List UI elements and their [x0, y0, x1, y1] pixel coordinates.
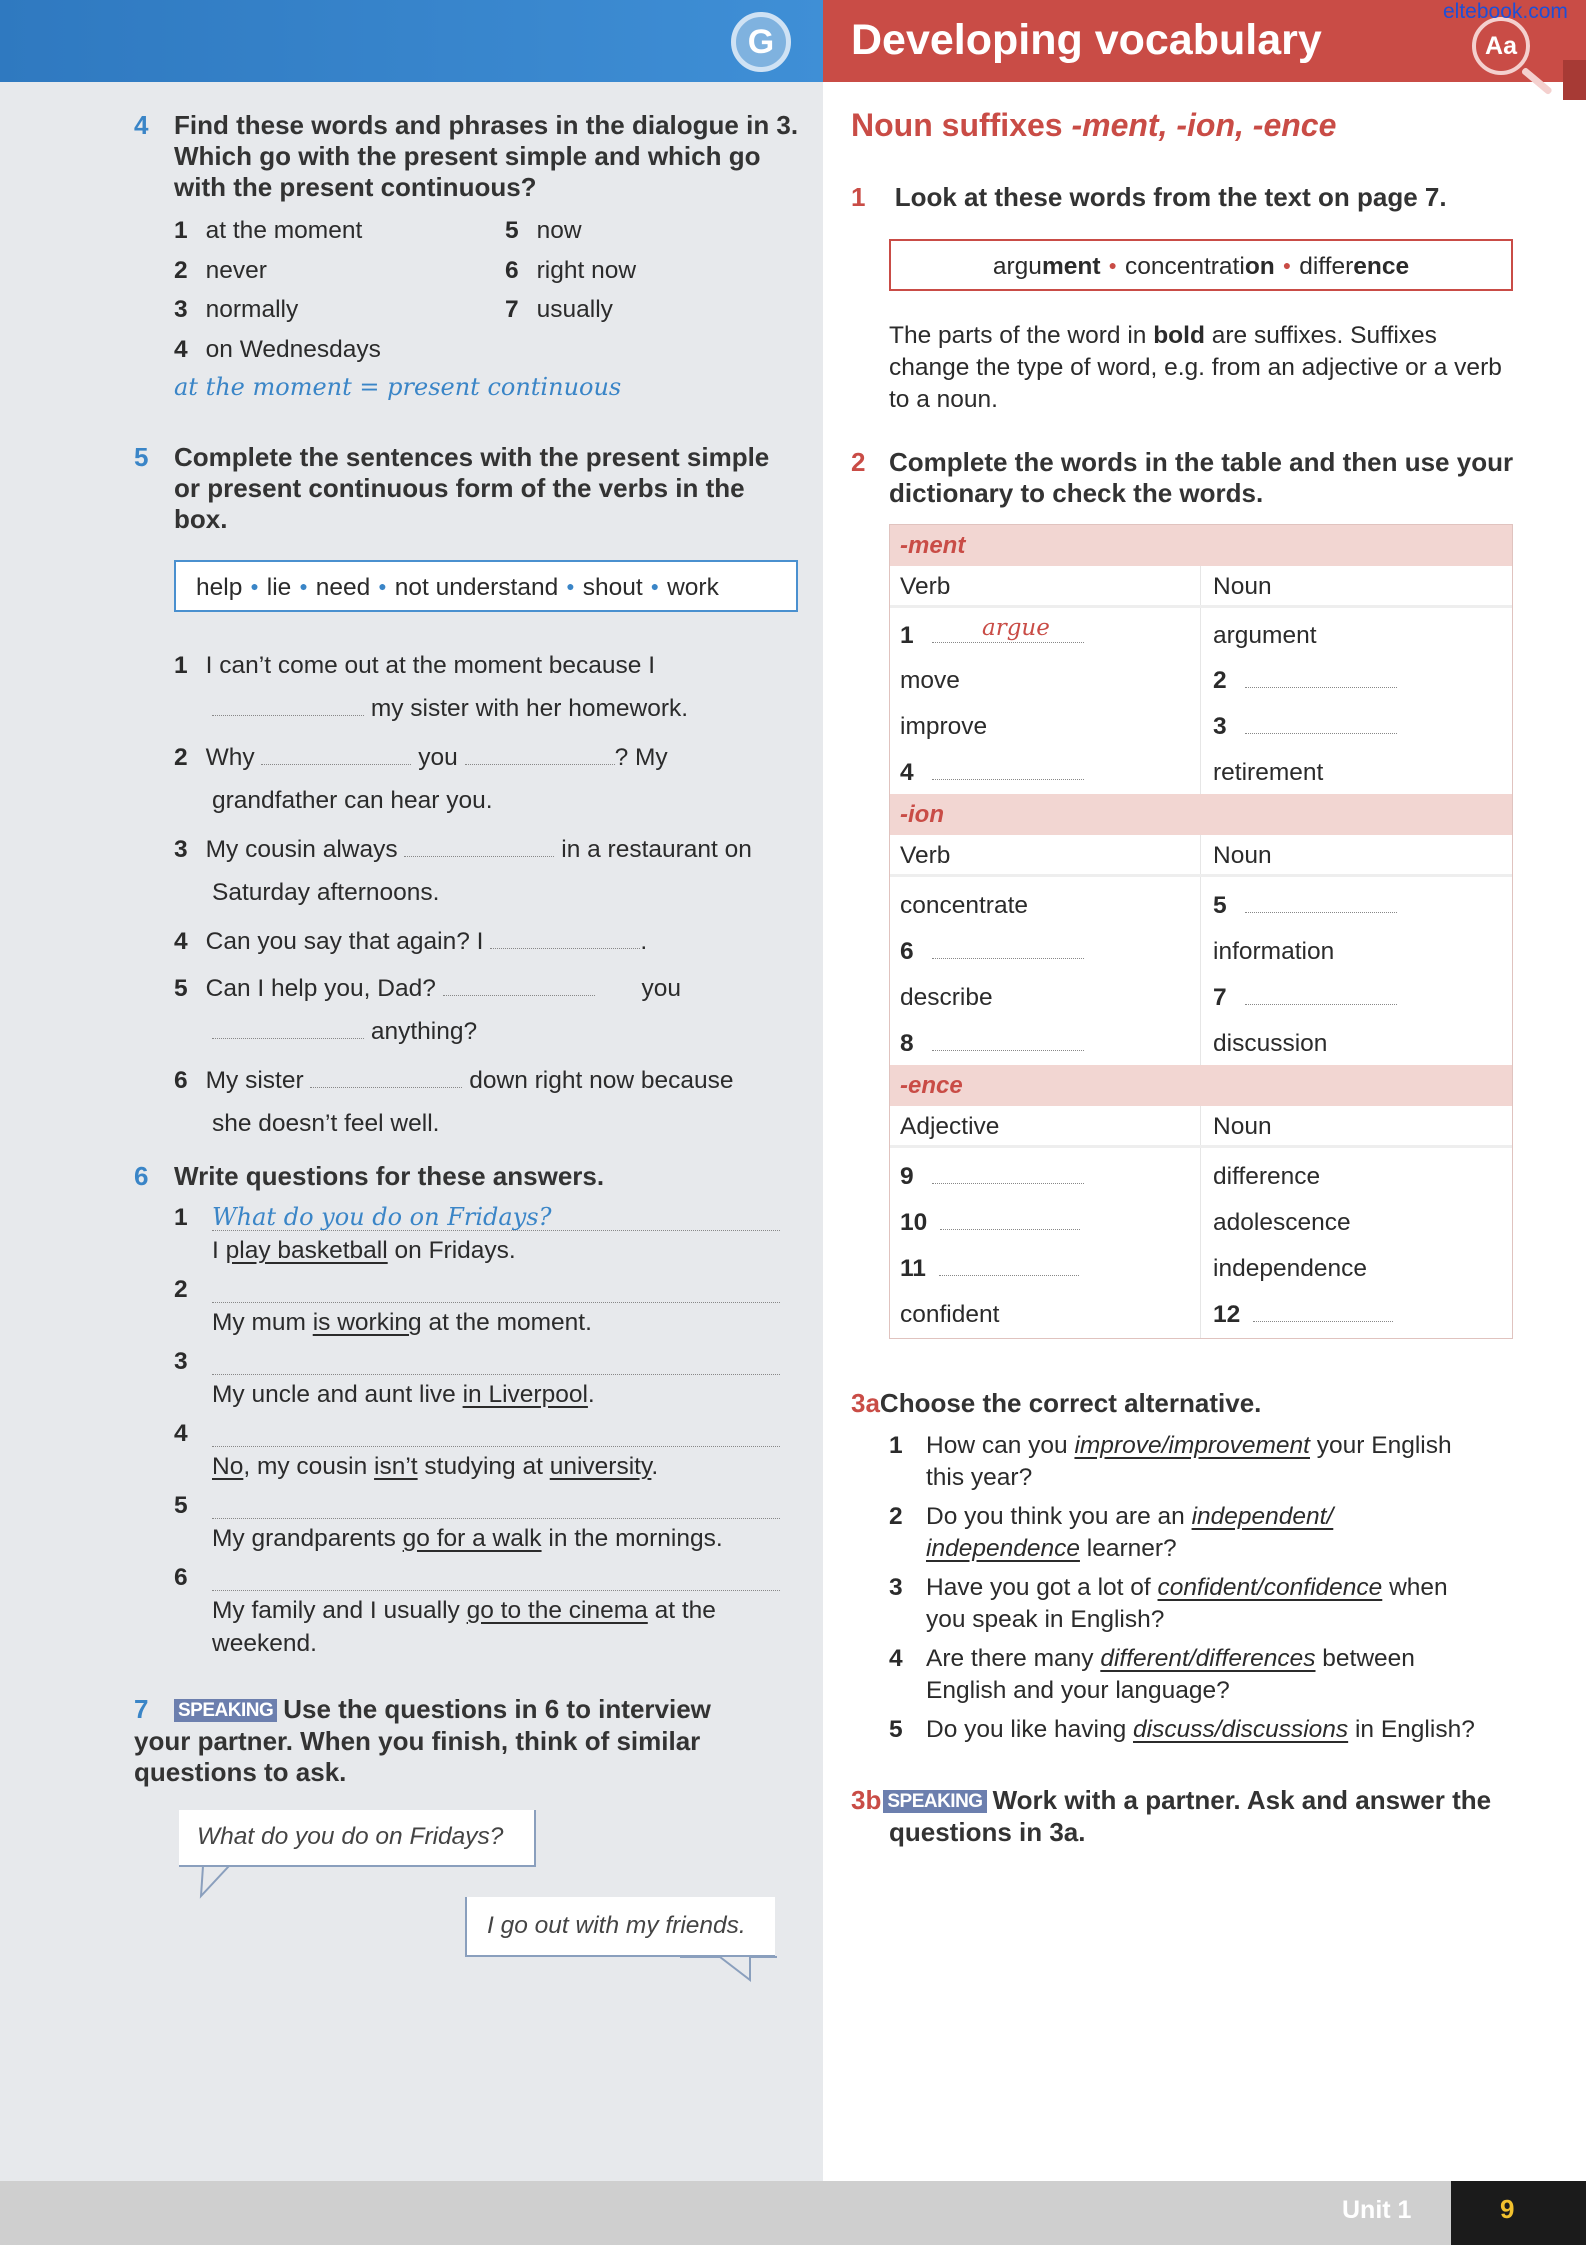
word-box-item: help	[196, 574, 243, 601]
ex4-item: right now	[536, 256, 637, 284]
ex4-item-num: 7	[505, 296, 519, 323]
underlined-phrase: university	[549, 1453, 652, 1480]
ex6-answer	[174, 1308, 784, 1347]
ex5-sentence-text: you	[641, 975, 681, 1002]
v3a-items	[889, 1430, 1529, 1754]
table-cell: move	[890, 658, 1201, 704]
answer-text: My family and I usually	[212, 1597, 467, 1624]
bullet-separator: ●	[650, 578, 660, 594]
sentence-num: 1	[174, 652, 188, 679]
table-row	[890, 704, 1512, 750]
example-suffix: ment	[1041, 253, 1101, 280]
example-answer: argue	[982, 615, 1050, 641]
bullet-separator: ●	[1108, 257, 1117, 273]
v3a-instruction: Choose the correct alternative.	[879, 1388, 1262, 1418]
answer-line[interactable]	[212, 1569, 780, 1591]
section-heading	[851, 107, 1336, 144]
ex5-sentence-text: ? My	[614, 744, 668, 771]
underlined-phrase: isn’t	[374, 1453, 418, 1480]
bullet-separator: ●	[566, 578, 575, 594]
answer-text: , my cousin	[243, 1453, 375, 1480]
v3b-instruction-row	[851, 1785, 1561, 1848]
underlined-phrase: No	[212, 1453, 244, 1480]
answer-blank[interactable]	[932, 1029, 1084, 1051]
answer-blank[interactable]	[212, 1017, 364, 1039]
ex5-sentence-text: Can I help you, Dad?	[205, 975, 436, 1002]
answer-line[interactable]	[212, 1353, 780, 1375]
page-corner-fold	[1563, 60, 1586, 100]
ex6-answer	[174, 1452, 784, 1491]
alternative-choice[interactable]: independence	[926, 1535, 1080, 1562]
ex7-instruction: your partner. When you finish, think of similar	[134, 1726, 701, 1756]
ex5-sentence-text: down right now because	[469, 1067, 734, 1094]
item-text: learner?	[1079, 1535, 1177, 1562]
underlined-phrase: play basketball	[225, 1237, 388, 1264]
row-num: 6	[900, 938, 914, 965]
item-text: between	[1315, 1645, 1415, 1672]
ex5-sentence-text: she doesn’t feel well.	[212, 1110, 440, 1137]
ex6-answer	[174, 1596, 784, 1629]
answer-blank[interactable]	[404, 835, 554, 857]
example-stem: concentrati	[1124, 253, 1245, 280]
table-cell: information	[1213, 938, 1335, 965]
v3b-number: 3b	[851, 1785, 882, 1815]
ex6-items	[174, 1203, 784, 1662]
underlined-phrase: in Liverpool	[462, 1381, 588, 1408]
heading-text: Noun suffixes	[851, 107, 1072, 143]
speech-bubble-tail	[179, 1864, 269, 1900]
sentence-num: 2	[174, 744, 188, 771]
item-num: 1	[889, 1432, 903, 1459]
table-row	[890, 608, 1512, 658]
word-box-item: shout	[582, 574, 643, 601]
ex4-instruction-row	[134, 110, 804, 203]
v3b-instruction: Work with a partner. Ask and answer the	[992, 1785, 1492, 1815]
ex4-item: never	[205, 256, 267, 284]
ex6-example-question: What do you do on Fridays?	[212, 1203, 552, 1231]
ex4-item: now	[536, 217, 582, 244]
v2-number: 2	[851, 447, 866, 477]
ex7-instruction: questions to ask.	[134, 1757, 347, 1787]
row-num: 4	[900, 759, 914, 786]
item-num: 2	[889, 1503, 903, 1530]
item-text: in English?	[1348, 1716, 1475, 1743]
item-num: 5	[174, 1492, 188, 1519]
ex5-sentence-text: My sister	[205, 1067, 304, 1094]
item-num: 2	[174, 1276, 188, 1303]
ex4-item-num: 6	[505, 256, 519, 284]
answer-blank[interactable]	[1245, 712, 1397, 734]
v3a-number: 3a	[851, 1388, 880, 1418]
bullet-separator: ●	[1282, 257, 1292, 273]
col-header: Noun	[1213, 842, 1272, 869]
ex5-word-box	[174, 560, 798, 612]
answer-blank[interactable]	[1245, 666, 1397, 688]
vocabulary-magnifier-icon: Aa	[1472, 17, 1530, 75]
ex4-item-num: 1	[174, 217, 188, 244]
item-num: 4	[174, 1420, 188, 1447]
table-cell: describe	[890, 975, 1201, 1021]
answer-line[interactable]	[212, 1497, 780, 1519]
item-num: 3	[889, 1574, 903, 1601]
v3a-item	[889, 1572, 1529, 1643]
unit-label: Unit 1	[1342, 2196, 1412, 2224]
ex6-instruction-row	[134, 1161, 794, 1192]
speech-bubble-tail	[680, 1954, 780, 1984]
item-text: when	[1382, 1574, 1448, 1601]
page-number: 9	[1500, 2194, 1515, 2224]
answer-blank[interactable]	[932, 758, 1084, 780]
answer-text: My mum	[212, 1309, 313, 1336]
ex4-item-list-right	[505, 216, 765, 335]
alternative-choice[interactable]: improve/improvement	[1074, 1432, 1310, 1459]
ex6-answer	[174, 1524, 784, 1563]
table-row	[890, 658, 1512, 704]
row-num: 12	[1213, 1301, 1241, 1328]
answer-text: .	[587, 1381, 595, 1408]
ex5-sentence-text: grandfather can hear you.	[212, 787, 493, 814]
v1-number: 1	[851, 182, 866, 212]
answer-blank[interactable]	[1245, 891, 1397, 913]
answer-text: weekend.	[212, 1630, 317, 1657]
answer-text: at the moment.	[421, 1309, 592, 1336]
speech-bubble-question: What do you do on Fridays?	[179, 1810, 536, 1867]
answer-text: I	[212, 1237, 226, 1264]
table-row	[890, 1021, 1512, 1065]
item-num: 4	[889, 1645, 903, 1672]
explanation-text: are suffixes. Suffixes change the type of word, e.g. from an adjective or a verb to a noun.	[889, 322, 1502, 413]
item-text: Do you like having	[926, 1716, 1134, 1743]
ex7-instruction-row	[134, 1694, 804, 1788]
ex5-sentence-text: I can’t come out at the moment because I	[205, 652, 656, 679]
word-box-item: need	[315, 574, 371, 601]
table-cell: independence	[1213, 1255, 1367, 1282]
ex4-item-num: 5	[505, 217, 519, 244]
answer-blank[interactable]	[932, 937, 1084, 959]
table-section-ion: -ion	[890, 794, 1512, 835]
answer-blank[interactable]	[1253, 1300, 1393, 1322]
row-num: 10	[900, 1209, 928, 1236]
v3a-item	[889, 1714, 1529, 1754]
item-num: 3	[174, 1348, 188, 1375]
table-row	[890, 1246, 1512, 1292]
word-box-item: work	[667, 574, 719, 601]
answer-blank[interactable]	[261, 743, 411, 765]
suffix-table	[889, 524, 1513, 1339]
ex5-sentence-text: in a restaurant on	[561, 836, 752, 863]
sentence-num: 3	[174, 836, 188, 863]
ex4-item-num: 4	[174, 335, 188, 363]
ex5-sentence-text: .	[640, 928, 648, 955]
v3a-instruction-row	[851, 1388, 1551, 1419]
ex5-sentence-text: Can you say that again? I	[205, 928, 484, 955]
speech-bubble-answer: I go out with my friends.	[465, 1897, 775, 1957]
ex4-item: usually	[536, 296, 613, 323]
ex5-sentence-text: my sister with her homework.	[370, 695, 689, 722]
v1-instruction: Look at these words from the text on page 7.	[894, 182, 1447, 212]
table-cell: confident	[890, 1292, 1201, 1338]
alternative-choice[interactable]: discuss/discussions	[1133, 1716, 1349, 1743]
table-row	[890, 1200, 1512, 1246]
row-num: 2	[1213, 667, 1227, 694]
table-row	[890, 1148, 1512, 1200]
row-num: 3	[1213, 713, 1227, 740]
answer-line[interactable]	[212, 1281, 780, 1303]
ex5-sentences	[174, 651, 804, 1149]
table-row	[890, 929, 1512, 975]
item-text: Do you think you are an	[926, 1503, 1192, 1530]
ex6-answer	[174, 1380, 784, 1419]
table-cell: discussion	[1213, 1030, 1328, 1057]
table-cell: improve	[890, 704, 1201, 750]
ex4-item: on Wednesdays	[205, 335, 381, 363]
ex5-instruction-row	[134, 442, 794, 535]
answer-blank[interactable]	[932, 1162, 1084, 1184]
ex4-item-num: 3	[174, 296, 188, 323]
ex4-item-num: 2	[174, 256, 188, 284]
item-text: you speak in English?	[926, 1606, 1165, 1633]
ex6-number: 6	[134, 1161, 149, 1191]
row-num: 11	[900, 1255, 926, 1282]
v3a-item	[889, 1430, 1529, 1501]
underlined-phrase: go for a walk	[402, 1525, 542, 1552]
bullet-separator: ●	[250, 578, 259, 594]
table-header-row	[890, 835, 1512, 877]
example-suffix: ence	[1353, 253, 1410, 280]
row-num: 5	[1213, 892, 1227, 919]
ex5-sentence-text: Saturday afternoons.	[212, 879, 440, 906]
page-number-box	[1451, 2181, 1586, 2245]
heading-suffixes: -ment, -ion, -ence	[1071, 107, 1337, 143]
table-row	[890, 877, 1512, 929]
item-num: 5	[889, 1716, 903, 1743]
col-header: Adjective	[890, 1106, 1201, 1145]
answer-blank[interactable]	[1245, 983, 1397, 1005]
ex4-number: 4	[134, 110, 149, 140]
row-num: 1	[900, 622, 914, 649]
answer-blank[interactable]	[465, 743, 615, 765]
answer-blank[interactable]	[443, 974, 595, 996]
table-cell: concentrate	[890, 877, 1201, 929]
answer-blank[interactable]	[310, 1066, 462, 1088]
ex7-instruction: Use the questions in 6 to interview	[283, 1694, 711, 1724]
v2-instruction-row	[851, 447, 1531, 509]
row-num: 9	[900, 1163, 914, 1190]
suffix-explanation	[889, 320, 1519, 416]
underlined-phrase: go to the cinema	[466, 1597, 648, 1624]
alternative-choice[interactable]: confident/confidence	[1157, 1574, 1383, 1601]
item-text: your English	[1310, 1432, 1452, 1459]
item-text: Have you got a lot of	[926, 1574, 1158, 1601]
alternative-choice[interactable]: different/differences	[1100, 1645, 1316, 1672]
answer-blank[interactable]	[212, 694, 364, 716]
answer-blank[interactable]	[940, 1208, 1080, 1230]
underlined-phrase: is working	[312, 1309, 422, 1336]
word-box-item: lie	[266, 574, 292, 601]
sentence-num: 4	[174, 928, 188, 955]
row-num: 7	[1213, 984, 1227, 1011]
answer-text: studying at	[417, 1453, 550, 1480]
grammar-header-bar	[0, 0, 823, 82]
ex5-instruction: Complete the sentences with the present simple or present continuous form of the verbs in the box.	[174, 442, 770, 534]
v3b-instruction: questions in 3a.	[889, 1817, 1086, 1847]
ex6-instruction: Write questions for these answers.	[174, 1161, 605, 1191]
answer-text: My uncle and aunt live	[212, 1381, 463, 1408]
grammar-icon: G	[731, 12, 791, 72]
bullet-separator: ●	[378, 578, 387, 594]
v3a-item	[889, 1643, 1529, 1714]
item-num: 1	[174, 1204, 188, 1231]
table-header-row	[890, 1106, 1512, 1148]
ex4-item: normally	[205, 296, 299, 323]
answer-blank[interactable]	[939, 1254, 1079, 1276]
table-cell: argument	[1213, 622, 1317, 649]
col-header: Verb	[890, 566, 1201, 605]
v2-instruction: Complete the words in the table and then use your dictionary to check the words.	[889, 447, 1514, 508]
sentence-num: 5	[174, 975, 188, 1002]
ex4-instruction: Find these words and phrases in the dialogue in 3. Which go with the present simple and which go with the present continuous?	[174, 110, 799, 202]
ex5-sentence-text: My cousin always	[205, 836, 398, 863]
table-cell: retirement	[1213, 759, 1324, 786]
watermark[interactable]: eltebook.com	[1443, 0, 1568, 23]
answer-blank[interactable]	[490, 927, 640, 949]
answer-text: at the	[647, 1597, 716, 1624]
bullet-separator: ●	[299, 578, 308, 594]
item-text: Are there many	[926, 1645, 1101, 1672]
example-stem: argu	[992, 253, 1042, 280]
ex4-item: at the moment	[205, 217, 363, 244]
answer-text: My grandparents	[212, 1525, 403, 1552]
explanation-text: The parts of the word in	[889, 322, 1154, 349]
col-header: Noun	[1213, 1113, 1272, 1140]
col-header: Noun	[1213, 573, 1272, 600]
table-cell: difference	[1213, 1163, 1321, 1190]
example-suffix: on	[1244, 253, 1275, 280]
item-text: this year?	[926, 1464, 1033, 1491]
ex5-sentence-text: you	[418, 744, 458, 771]
answer-text: .	[651, 1453, 659, 1480]
ex5-number: 5	[134, 442, 149, 472]
table-row	[890, 750, 1512, 794]
ex6-answer	[174, 1236, 784, 1275]
ex5-sentence-text: Why	[205, 744, 255, 771]
table-section-ment: -ment	[890, 525, 1512, 566]
answer-text: in the mornings.	[541, 1525, 723, 1552]
row-num: 8	[900, 1030, 914, 1057]
example-stem: differ	[1299, 253, 1354, 280]
answer-text: on Fridays.	[387, 1237, 516, 1264]
v1-instruction-row	[851, 182, 1551, 213]
page-title: Developing vocabulary	[851, 16, 1322, 64]
table-row	[890, 975, 1512, 1021]
table-row	[890, 1292, 1512, 1338]
table-cell: adolescence	[1213, 1209, 1351, 1236]
answer-line[interactable]	[212, 1209, 780, 1231]
alternative-choice[interactable]: independent/	[1191, 1503, 1334, 1530]
ex4-example-answer: at the moment = present continuous	[174, 373, 622, 401]
table-section-ence: -ence	[890, 1065, 1512, 1106]
answer-line[interactable]	[212, 1425, 780, 1447]
sentence-num: 6	[174, 1067, 188, 1094]
speaking-tag: SPEAKING	[883, 1790, 986, 1813]
item-text: How can you	[926, 1432, 1075, 1459]
ex5-sentence-text: anything?	[370, 1018, 478, 1045]
ex7-number: 7	[134, 1694, 149, 1724]
v3a-item	[889, 1501, 1529, 1572]
suffix-example-box	[889, 239, 1513, 291]
col-header: Verb	[890, 835, 1201, 874]
item-num: 6	[174, 1564, 188, 1591]
explanation-bold: bold	[1153, 322, 1205, 349]
word-box-item: not understand	[394, 574, 559, 601]
speaking-tag: SPEAKING	[174, 1699, 277, 1722]
item-text: English and your language?	[926, 1677, 1230, 1704]
